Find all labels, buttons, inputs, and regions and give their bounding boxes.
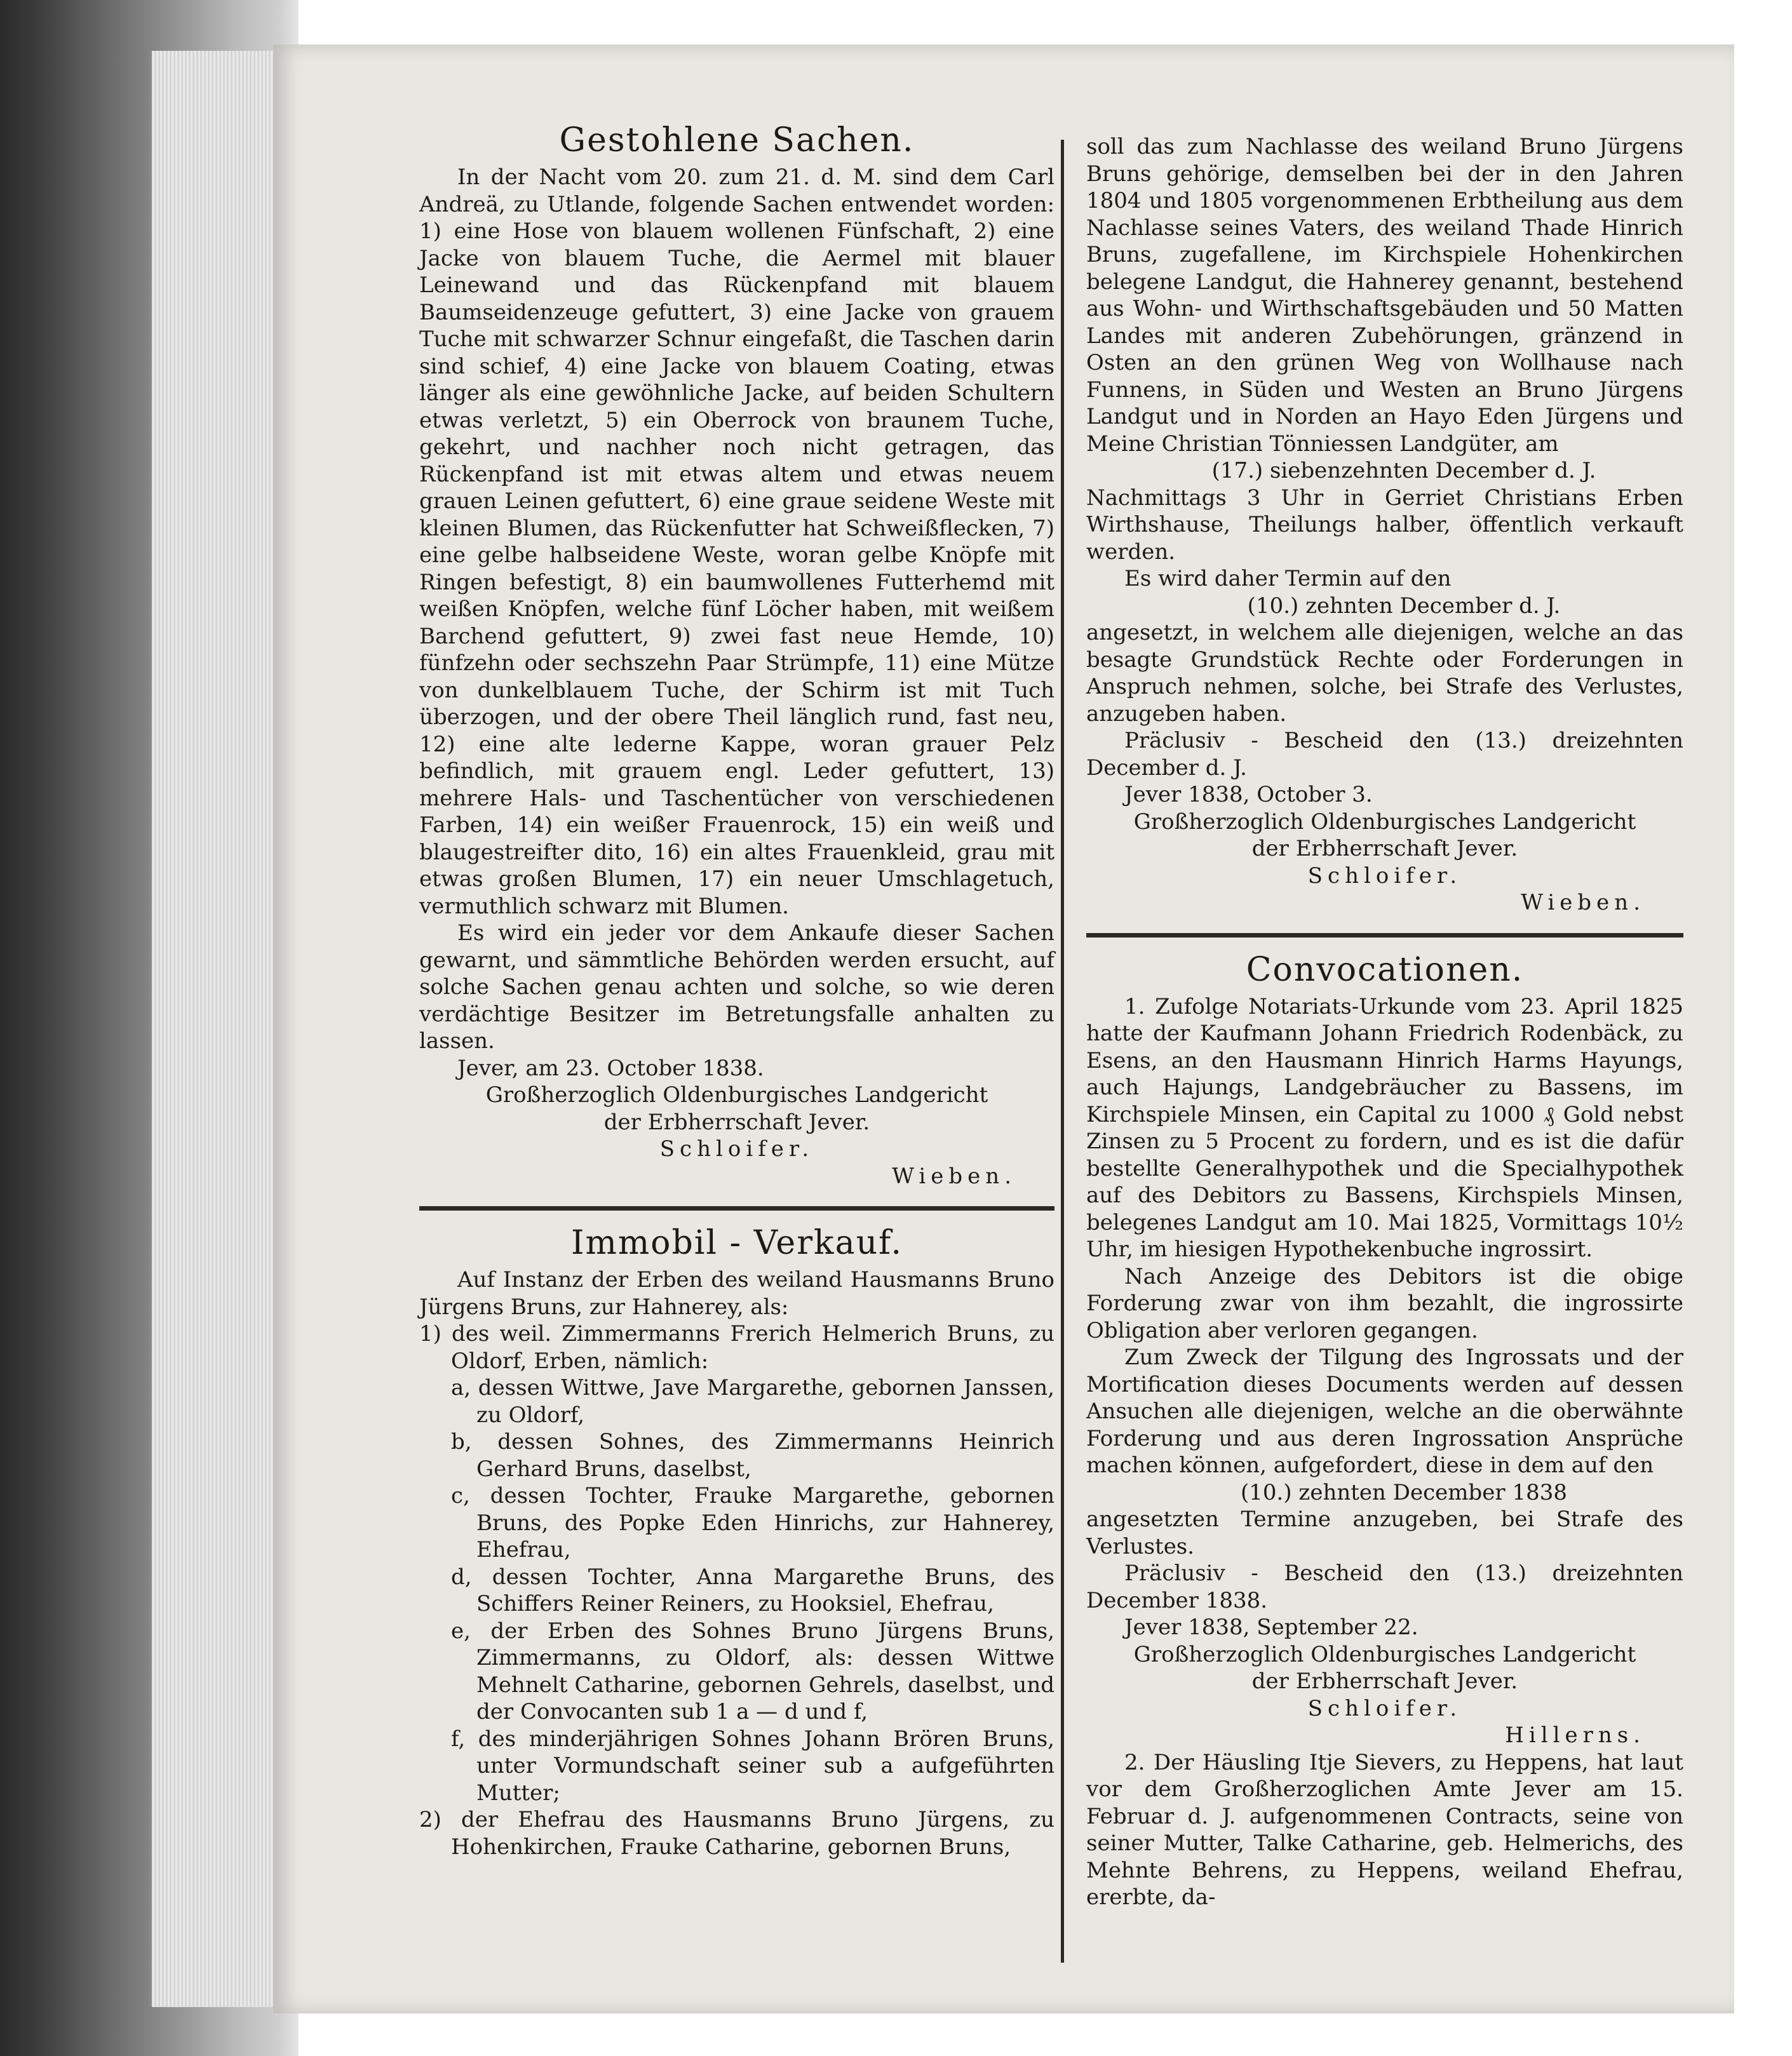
heir-item-1a: a, dessen Wittwe, Jave Margarethe, gebornen Janssen, zu Oldorf, xyxy=(451,1375,1054,1428)
stolen-goods-judge: Schloifer. xyxy=(659,1136,814,1162)
stolen-goods-court-line1: Großherzoglich Oldenburgisches Landgericht xyxy=(485,1082,988,1108)
heir-item-2: 2) der Ehefrau des Hausmanns Bruno Jürgens, zu Hohenkirchen, Frauke Catharine, gebornen Bruns, xyxy=(419,1807,1054,1860)
conv-preclusive: Präclusiv - Bescheid den (13.) dreizehnten December 1838. xyxy=(1086,1561,1683,1613)
conv-paragraph-4: angesetzten Termine anzugeben, bei Strafe des Verlustes. xyxy=(1086,1507,1683,1559)
real-estate-sale-notice xyxy=(419,1223,1054,1860)
sale-intro: Auf Instanz der Erben des weiland Hausmanns Bruno Jürgens Bruns, zur Hahnerey, als: xyxy=(419,1267,1054,1320)
stolen-goods-title: Gestohlene Sachen. xyxy=(559,121,915,159)
stolen-goods-clerk: Wieben. xyxy=(892,1163,1016,1189)
sale-preclusive: Präclusiv - Bescheid den (13.) dreizehnten December d. J. xyxy=(1086,728,1683,781)
conv-paragraph-5: 2. Der Häusling Itje Sievers, zu Heppens, hat laut vor dem Großherzoglichen Amte Jever am 15. Februar d. J. aufgenommenen Contracts, seine von seiner Mutter, Talke Catharine, geb. Helmerichs, des Mehnte Behrens, zu Heppens, weiland Ehefrau, ererbte, da- xyxy=(1086,1749,1683,1910)
right-column xyxy=(1086,133,1683,1911)
stolen-goods-court-line2: der Erbherrschaft Jever. xyxy=(603,1109,870,1135)
stolen-goods-warning: Es wird ein jeder vor dem Ankaufe dieser Sachen gewarnt, und sämmtliche Behörden werden ersucht, auf solche Sachen genau achten und solche, so wie deren verdächtige Besitzer im Betretungsfalle anhalten zu lassen. xyxy=(419,920,1054,1054)
real-estate-sale-continuation xyxy=(1086,133,1683,917)
heir-item-1c: c, dessen Tochter, Frauke Margarethe, gebornen Bruns, des Popke Eden Hinrichs, zur Hahnerey, Ehefrau, xyxy=(451,1483,1054,1562)
conv-court-line1: Großherzoglich Oldenburgisches Landgericht xyxy=(1133,1641,1636,1667)
stolen-goods-body: In der Nacht vom 20. zum 21. d. M. sind dem Carl Andreä, zu Utlande, folgende Sachen entwendet worden: 1) eine Hose von blauem wollenen Fünfschaft, 2) eine Jacke von blauem Tuche, die Aermel mit blauer Leinewand und das Rückenpfand mit blauem Baumseidenzeuge gefuttert, 3) eine Jacke von grauem Tuche mit schwarzer Schnur eingefaßt, die Taschen darin sind schief, 4) eine Jacke von blauem Coating, etwas länger als eine gewöhnliche Jacke, auf beiden Schultern etwas verletzt, 5) ein Oberrock von braunem Tuche, gekehrt, und nachher noch nicht getragen, das Rückenpfand ist mit etwas altem und etwas neuem grauen Leinen gefuttert, 6) eine graue seidene Weste mit kleinen Blumen, das Rückenfutter hat Schweißflecken, 7) eine gelbe halbseidene Weste, woran gelbe Knöpfe mit Ringen befestigt, 8) ein baumwollenes Futterhemd mit weißen Knöpfen, welche fünf Löcher haben, mit weißem Barchend gefuttert, 9) zwei fast neue Hemde, 10) fünfzehn oder sechszehn Paar Strümpfe, 11) eine Mütze von dunkelblauem Tuche, der Schirm ist mit Tuch überzogen, und der obere Theil länglich rund, fast neu, 12) eine alte lederne Kappe, woran grauer Pelz befindlich, mit grauem engl. Leder gefuttert, 13) mehrere Hals- und Taschentücher von verschiedenen Farben, 14) ein weißer Frauenrock, 15) ein weiß und blaugestreifter dito, 16) ein altes Frauenkleid, grau mit etwas großen Blumen, 17) ein neuer Umschlagetuch, vermuthlich schwarz mit Blumen. xyxy=(419,165,1054,919)
book-edge xyxy=(0,0,299,2056)
sale-court-line1: Großherzoglich Oldenburgisches Landgericht xyxy=(1133,809,1636,835)
sale-judge: Schloifer. xyxy=(1307,863,1462,889)
conv-paragraph-1: 1. Zufolge Notariats-Urkunde vom 23. April 1825 hatte der Kaufmann Johann Friedrich Rodenbäck, zu Esens, an den Hausmann Hinrich Harms Hayungs, auch Hajungs, Landgebräucher zu Bassens, im Kirchspiele Minsen, ein Capital zu 1000 ₰ Gold nebst Zinsen zu 5 Procent zu fordern, und es ist die dafür bestellte Generalhypothek und die Specialhypothek auf des Debitors zu Bassens, Kirchspiels Minsen, belegenes Landgut am 10. Mai 1825, Vormittags 10½ Uhr, im hiesigen Hypothekenbuche ingrossirt. xyxy=(1086,993,1683,1262)
heir-item-1f: f, des minderjährigen Sohnes Johann Brören Bruns, unter Vormundschaft seiner sub a aufgeführten Mutter; xyxy=(451,1726,1054,1806)
heir-item-1b: b, dessen Sohnes, des Zimmermanns Heinrich Gerhard Bruns, daselbst, xyxy=(451,1429,1054,1482)
conv-date: (10.) zehnten December 1838 xyxy=(1241,1479,1567,1505)
section-divider xyxy=(1086,933,1683,937)
conv-court-line2: der Erbherrschaft Jever. xyxy=(1251,1669,1518,1694)
column-rule xyxy=(1061,140,1064,1963)
stolen-goods-place-date: Jever, am 23. October 1838. xyxy=(457,1055,764,1081)
convocations-title: Convocationen. xyxy=(1246,950,1524,989)
sale-place-date: Jever 1838, October 3. xyxy=(1124,782,1373,807)
conv-clerk: Hillerns. xyxy=(1505,1723,1645,1748)
sale-date-1: (17.) siebenzehnten December d. J. xyxy=(1211,458,1596,483)
sale-term-intro: Es wird daher Termin auf den xyxy=(1124,566,1452,591)
sale-court-line2: der Erbherrschaft Jever. xyxy=(1251,836,1518,861)
left-column xyxy=(419,121,1054,1860)
conv-paragraph-2: Nach Anzeige des Debitors ist die obige Forderung zwar von ihm bezahlt, die ingrossirte Obligation aber verloren gegangen. xyxy=(1086,1263,1683,1343)
convocations-notice xyxy=(1086,950,1683,1911)
heir-item-1d: d, dessen Tochter, Anna Margarethe Bruns, des Schiffers Reiner Reiners, zu Hooksiel, Ehefrau, xyxy=(451,1564,1054,1616)
sale-cont-body-3: angesetzt, in welchem alle diejenigen, welche an das besagte Grundstück Rechte oder Forderungen in Anspruch nehmen, solche, bei Strafe des Verlustes, anzugeben haben. xyxy=(1086,620,1683,727)
sale-cont-body-2: Nachmittags 3 Uhr in Gerriet Christians Erben Wirthshause, Theilungs halber, öffentlich verkauft werden. xyxy=(1086,485,1683,565)
heir-item-1: 1) des weil. Zimmermanns Frerich Helmerich Bruns, zu Oldorf, Erben, nämlich: xyxy=(419,1321,1054,1374)
sale-clerk: Wieben. xyxy=(1521,890,1645,915)
real-estate-sale-title: Immobil - Verkauf. xyxy=(571,1224,903,1262)
conv-place-date: Jever 1838, September 22. xyxy=(1124,1615,1418,1640)
stolen-goods-notice xyxy=(419,121,1054,1190)
sale-cont-body: soll das zum Nachlasse des weiland Bruno Jürgens Bruns gehörige, demselben bei der in den Jahren 1804 und 1805 vorgenommenen Erbtheilung aus dem Nachlasse seines Vaters, des weiland Thade Hinrich Bruns, zugefallene, im Kirchspiele Hohenkirchen belegene Landgut, die Hahnerey genannt, bestehend aus Wohn- und Wirthschaftsgebäuden und 50 Matten Landes mit anderen Zubehörungen, gränzend in Osten an den grünen Weg von Wollhause nach Funnens, in Süden und Westen an Bruno Jürgens Landgut und in Norden an Hayo Eden Jürgens und Meine Christian Tönniessen Landgüter, am xyxy=(1086,134,1683,457)
sale-date-2: (10.) zehnten December d. J. xyxy=(1247,593,1561,619)
heir-item-1e: e, der Erben des Sohnes Bruno Jürgens Bruns, Zimmermanns, zu Oldorf, als: dessen Wittwe Mehnelt Catharine, gebornen Gehrels, daselbst, und der Convocanten sub 1 a — d und f, xyxy=(451,1618,1054,1724)
conv-judge: Schloifer. xyxy=(1307,1695,1462,1721)
page-stack xyxy=(149,51,285,2007)
conv-paragraph-3: Zum Zweck der Tilgung des Ingrossats und der Mortification dieses Documents werden auf dessen Ansuchen alle diejenigen, welche an die oberwähnte Forderung und aus deren Ingrossation Ansprüche machen können, aufgefordert, diese in dem auf den xyxy=(1086,1345,1683,1478)
newspaper-page xyxy=(273,44,1734,2013)
section-divider xyxy=(419,1206,1054,1211)
